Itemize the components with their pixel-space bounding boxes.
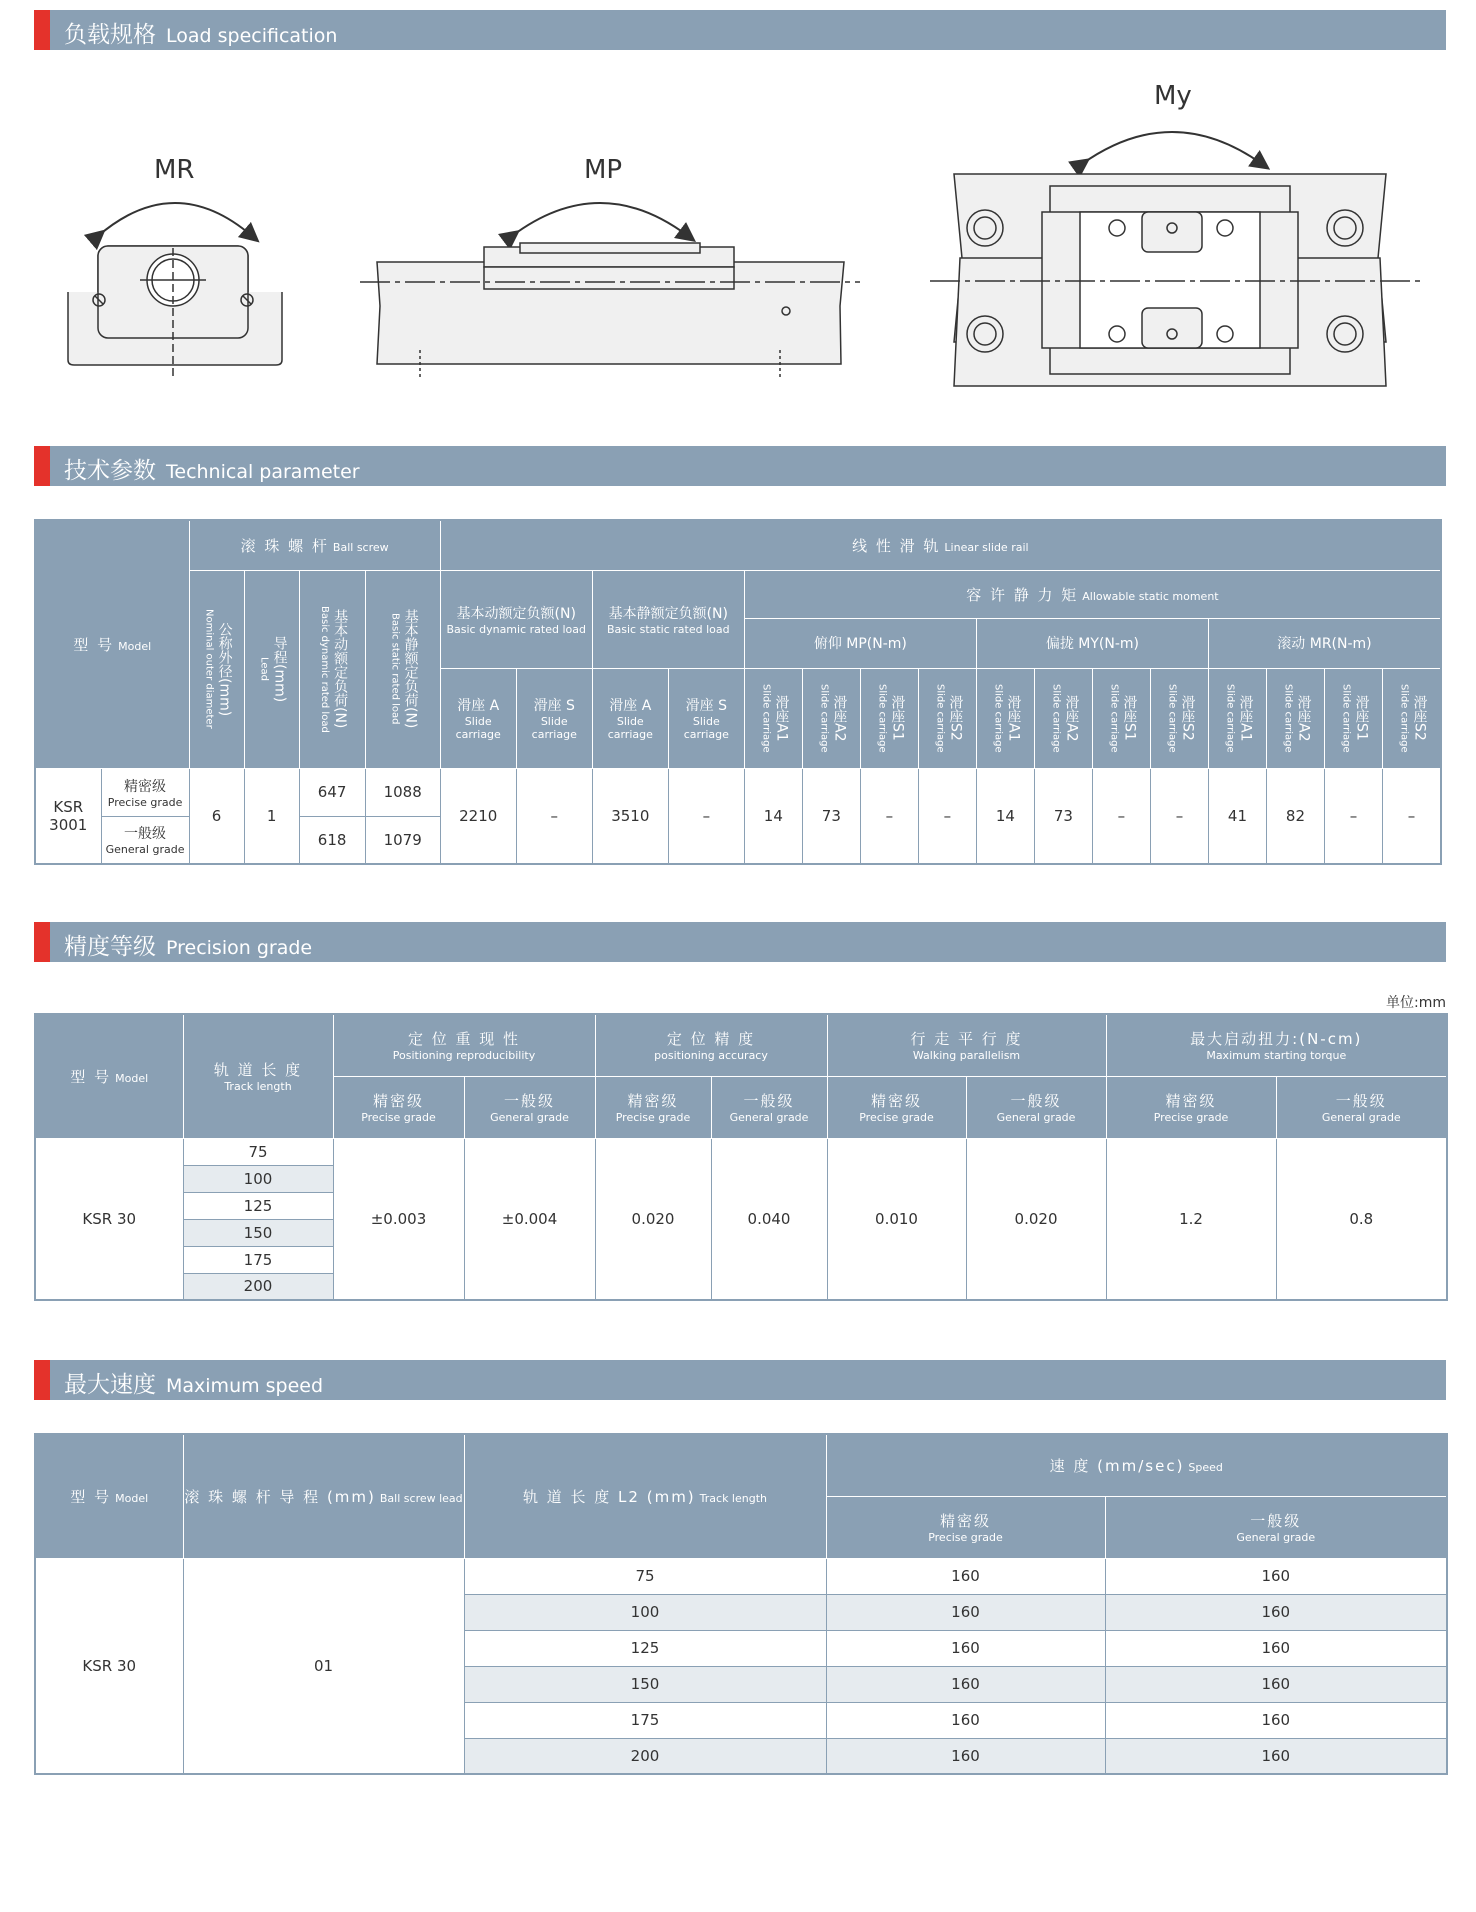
section-title-en: Precision grade <box>166 937 313 959</box>
red-accent <box>34 922 50 962</box>
section-header-tech <box>34 446 1446 486</box>
value-cell: ±0.004 <box>464 1138 595 1300</box>
section-title <box>64 16 337 49</box>
rail-dyn-header: 基本动额定负额(N) Basic dynamic rated load <box>440 570 592 668</box>
general-speed-cell: 160 <box>1105 1594 1447 1630</box>
dyn-general-cell: 618 <box>299 816 365 864</box>
section-title-cn: 精度等级 <box>64 934 156 960</box>
v-a2: 滑座A2 Slide carriage <box>1266 668 1324 768</box>
v-s1: 滑座S1 Slide carriage <box>1324 668 1382 768</box>
length-cell: 100 <box>183 1165 333 1192</box>
v-s1: 滑座S1 Slide carriage <box>860 668 918 768</box>
v-a2: 滑座A2 Slide carriage <box>802 668 860 768</box>
stat-precise-cell: 1088 <box>365 768 440 816</box>
general-speed-cell: 160 <box>1105 1558 1447 1594</box>
walk-header: 行 走 平 行 度 Walking parallelism <box>827 1014 1106 1076</box>
section-header-load <box>34 10 1446 50</box>
torque-header: 最大启动扭力:(N-cm) Maximum starting torque <box>1106 1014 1447 1076</box>
ballscrew-header: 滚 珠 螺 杆 Ball screw <box>189 520 440 570</box>
nominal-cell: 6 <box>189 768 244 864</box>
precise-speed-cell: 160 <box>826 1666 1105 1702</box>
value-cell: ±0.003 <box>333 1138 464 1300</box>
section-header-speed <box>34 1360 1446 1400</box>
my-cell: 14 <box>976 768 1034 864</box>
red-accent <box>34 446 50 486</box>
slide-s-header: 滑座 S Slide carriage <box>668 668 744 768</box>
model-cell: KSR 30 <box>35 1138 183 1300</box>
tech-table <box>34 519 1442 865</box>
general-subheader: 一般级 General grade <box>1276 1076 1447 1138</box>
lead-header: 滚 珠 螺 杆 导 程 (mm) Ball screw lead <box>183 1434 464 1558</box>
nominal-header: 公称外径(mm) Nominal outer diameter <box>189 570 244 768</box>
section-title-en: Load specification <box>166 25 338 47</box>
general-speed-cell: 160 <box>1105 1630 1447 1666</box>
general-speed-cell: 160 <box>1105 1738 1447 1774</box>
length-cell: 200 <box>464 1738 826 1774</box>
length-cell: 150 <box>464 1666 826 1702</box>
pos-rep-header: 定 位 重 现 性 Positioning reproducibility <box>333 1014 595 1076</box>
model-header: 型 号 Model <box>35 1014 183 1138</box>
table-row <box>35 1138 1447 1165</box>
section-title-cn: 负载规格 <box>64 22 156 48</box>
stat-general-cell: 1079 <box>365 816 440 864</box>
length-cell: 175 <box>183 1246 333 1273</box>
label-mr: MR <box>154 155 195 185</box>
my-header: 偏拢 MY(N-m) <box>976 618 1208 668</box>
mr-cell: – <box>1324 768 1382 864</box>
length-cell: 125 <box>183 1192 333 1219</box>
mp-cell: – <box>860 768 918 864</box>
track-header: 轨 道 长 度 Track length <box>183 1014 333 1138</box>
v-a1: 滑座A1 Slide carriage <box>976 668 1034 768</box>
my-cell: – <box>1092 768 1150 864</box>
model-cell: KSR 3001 <box>35 768 101 864</box>
dyn-header: 基本动额定负荷(N) Basic dynamic rated load <box>299 570 365 768</box>
unit-label: 单位:mm <box>1386 995 1446 1011</box>
precise-subheader: 精密级 Precise grade <box>333 1076 464 1138</box>
track-header: 轨 道 长 度 L2 (mm) Track length <box>464 1434 826 1558</box>
section-title <box>64 452 360 485</box>
length-cell: 75 <box>464 1558 826 1594</box>
rail-dyn-s-cell: – <box>516 768 592 864</box>
length-cell: 150 <box>183 1219 333 1246</box>
pos-acc-header: 定 位 精 度 positioning accuracy <box>595 1014 827 1076</box>
length-cell: 75 <box>183 1138 333 1165</box>
rail-stat-a-cell: 3510 <box>592 768 668 864</box>
stat-header: 基本静额定负荷(N) Basic static rated load <box>365 570 440 768</box>
table-row <box>35 1558 1447 1594</box>
precise-speed-cell: 160 <box>826 1558 1105 1594</box>
slide-a-header: 滑座 A Slide carriage <box>592 668 668 768</box>
precise-speed-cell: 160 <box>826 1702 1105 1738</box>
section-title-cn: 技术参数 <box>64 458 156 484</box>
mr-header: 滚动 MR(N-m) <box>1208 618 1441 668</box>
mp-cell: – <box>918 768 976 864</box>
mp-header: 俯仰 MP(N-m) <box>744 618 976 668</box>
rail-header: 线 性 滑 轨 Linear slide rail <box>440 520 1441 570</box>
section-title-en: Technical parameter <box>166 461 360 483</box>
precise-subheader: 精密级 Precise grade <box>595 1076 711 1138</box>
general-subheader: 一般级 General grade <box>464 1076 595 1138</box>
precise-subheader: 精密级 Precise grade <box>827 1076 966 1138</box>
my-cell: 73 <box>1034 768 1092 864</box>
section-title <box>64 1366 323 1399</box>
mr-cell: 82 <box>1266 768 1324 864</box>
length-cell: 100 <box>464 1594 826 1630</box>
speed-header: 速 度 (mm/sec) Speed <box>826 1434 1447 1496</box>
precise-subheader: 精密级 Precise grade <box>826 1496 1105 1558</box>
lead-cell: 01 <box>183 1558 464 1774</box>
v-a1: 滑座A1 Slide carriage <box>1208 668 1266 768</box>
value-cell: 0.8 <box>1276 1138 1447 1300</box>
value-cell: 1.2 <box>1106 1138 1276 1300</box>
v-s2: 滑座S2 Slide carriage <box>1383 668 1442 768</box>
v-s1: 滑座S1 Slide carriage <box>1092 668 1150 768</box>
lead-cell: 1 <box>244 768 299 864</box>
rail-stat-s-cell: – <box>668 768 744 864</box>
v-a1: 滑座A1 Slide carriage <box>744 668 802 768</box>
rail-dyn-a-cell: 2210 <box>440 768 516 864</box>
label-mp: MP <box>584 155 623 185</box>
section-title-cn: 最大速度 <box>64 1372 156 1398</box>
general-subheader: 一般级 General grade <box>1105 1496 1447 1558</box>
length-cell: 175 <box>464 1702 826 1738</box>
general-grade-cell: 一般级 General grade <box>101 816 189 864</box>
precise-subheader: 精密级 Precise grade <box>1106 1076 1276 1138</box>
general-subheader: 一般级 General grade <box>966 1076 1106 1138</box>
dyn-precise-cell: 647 <box>299 768 365 816</box>
general-subheader: 一般级 General grade <box>711 1076 827 1138</box>
mr-cell: – <box>1383 768 1442 864</box>
precise-speed-cell: 160 <box>826 1594 1105 1630</box>
mp-cell: 73 <box>802 768 860 864</box>
load-diagram <box>0 60 1476 400</box>
value-cell: 0.010 <box>827 1138 966 1300</box>
v-s2: 滑座S2 Slide carriage <box>918 668 976 768</box>
model-header: 型 号 Model <box>35 1434 183 1558</box>
length-cell: 200 <box>183 1273 333 1300</box>
mp-cell: 14 <box>744 768 802 864</box>
length-cell: 125 <box>464 1630 826 1666</box>
lead-header: 导程(mm) Lead <box>244 570 299 768</box>
moment-header: 容 许 静 力 矩 Allowable static moment <box>744 570 1441 618</box>
rail-stat-header: 基本静额定负额(N) Basic static rated load <box>592 570 744 668</box>
v-a2: 滑座A2 Slide carriage <box>1034 668 1092 768</box>
value-cell: 0.020 <box>966 1138 1106 1300</box>
slide-s-header: 滑座 S Slide carriage <box>516 668 592 768</box>
my-cell: – <box>1150 768 1208 864</box>
value-cell: 0.020 <box>595 1138 711 1300</box>
red-accent <box>34 1360 50 1400</box>
table-row <box>35 768 1441 816</box>
value-cell: 0.040 <box>711 1138 827 1300</box>
precise-grade-cell: 精密级 Precise grade <box>101 768 189 816</box>
section-header-precision <box>34 922 1446 962</box>
general-speed-cell: 160 <box>1105 1702 1447 1738</box>
model-header: 型 号 Model <box>35 520 189 768</box>
model-cell: KSR 30 <box>35 1558 183 1774</box>
section-title <box>64 928 312 961</box>
section-title-en: Maximum speed <box>166 1375 324 1397</box>
mr-cell: 41 <box>1208 768 1266 864</box>
label-my: My <box>1154 81 1192 111</box>
v-s2: 滑座S2 Slide carriage <box>1150 668 1208 768</box>
slide-a-header: 滑座 A Slide carriage <box>440 668 516 768</box>
speed-table <box>34 1433 1448 1775</box>
precise-speed-cell: 160 <box>826 1630 1105 1666</box>
general-speed-cell: 160 <box>1105 1666 1447 1702</box>
red-accent <box>34 10 50 50</box>
precise-speed-cell: 160 <box>826 1738 1105 1774</box>
precision-table <box>34 1013 1448 1301</box>
